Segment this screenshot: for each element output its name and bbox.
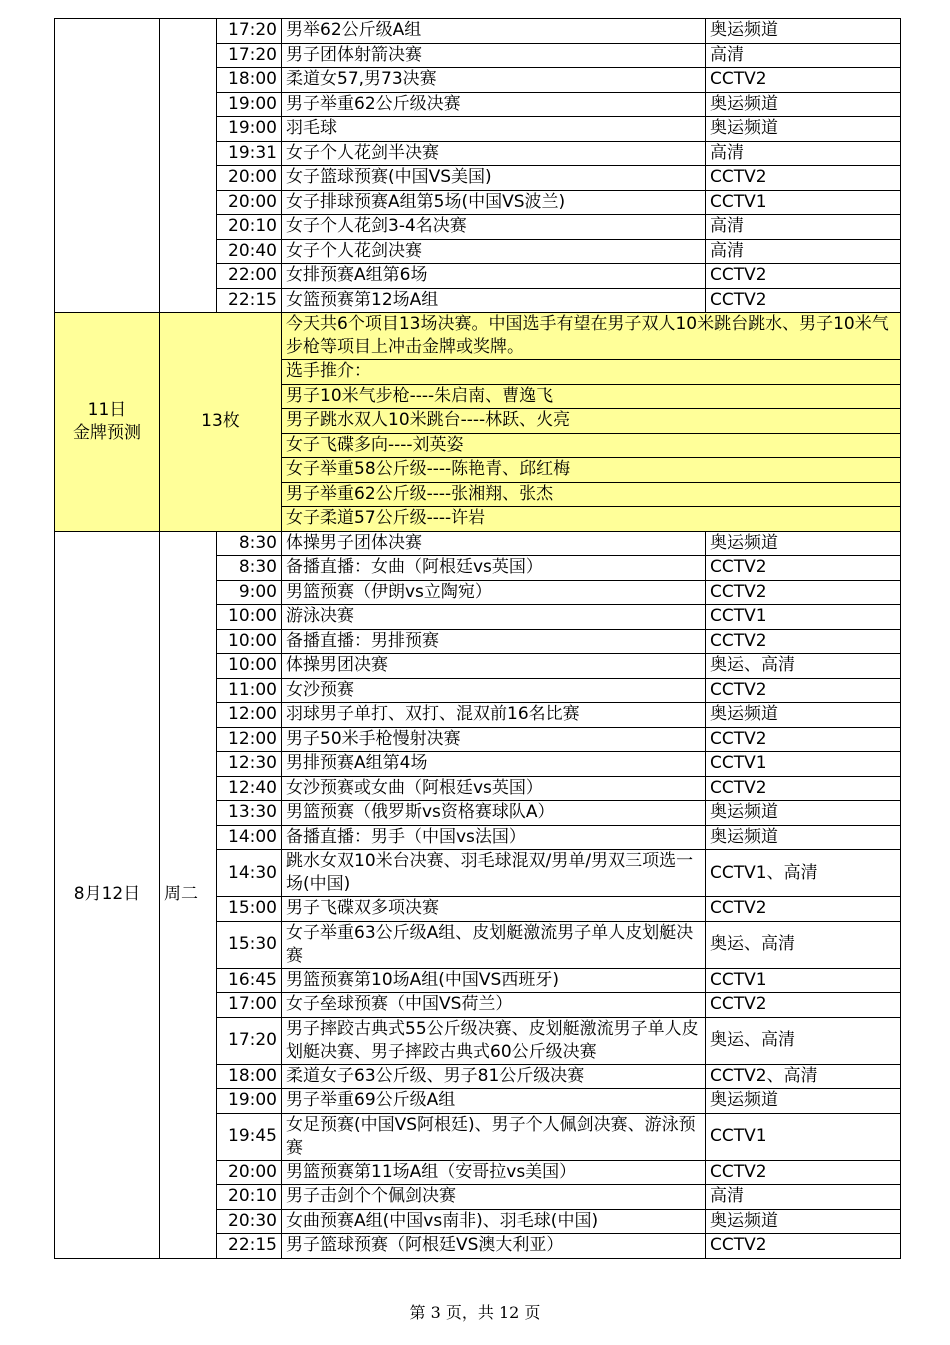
channel-cell: 奥运频道 bbox=[706, 117, 901, 142]
event-cell: 男举62公斤级A组 bbox=[282, 19, 706, 44]
weekday-cell-empty bbox=[160, 19, 217, 313]
event-cell: 男子飞碟双多项决赛 bbox=[282, 897, 706, 922]
time-cell: 17:00 bbox=[217, 993, 282, 1018]
channel-cell: 奥运频道 bbox=[706, 92, 901, 117]
event-cell: 女沙预赛 bbox=[282, 678, 706, 703]
time-cell: 11:00 bbox=[217, 678, 282, 703]
time-cell: 17:20 bbox=[217, 1017, 282, 1064]
forecast-athlete: 女子举重58公斤级----陈艳青、邱红梅 bbox=[282, 458, 901, 483]
event-cell: 跳水女双10米台决赛、羽毛球混双/男单/男双三项选一场(中国) bbox=[282, 850, 706, 897]
channel-cell: CCTV2 bbox=[706, 629, 901, 654]
channel-cell: 奥运频道 bbox=[706, 1089, 901, 1114]
time-cell: 22:15 bbox=[217, 288, 282, 313]
time-cell: 20:00 bbox=[217, 190, 282, 215]
time-cell: 8:30 bbox=[217, 531, 282, 556]
event-cell: 男排预赛A组第4场 bbox=[282, 752, 706, 777]
event-cell: 男子篮球预赛（阿根廷VS澳大利亚） bbox=[282, 1234, 706, 1259]
channel-cell: 奥运频道 bbox=[706, 1209, 901, 1234]
forecast-athlete: 女子柔道57公斤级----许岩 bbox=[282, 507, 901, 532]
event-cell: 体操男子团体决赛 bbox=[282, 531, 706, 556]
channel-cell: 高清 bbox=[706, 215, 901, 240]
event-cell: 女沙预赛或女曲（阿根廷vs英国） bbox=[282, 776, 706, 801]
time-cell: 9:00 bbox=[217, 580, 282, 605]
forecast-athlete: 女子飞碟多向----刘英姿 bbox=[282, 433, 901, 458]
time-cell: 22:15 bbox=[217, 1234, 282, 1259]
channel-cell: 奥运、高清 bbox=[706, 1017, 901, 1064]
event-cell: 女子垒球预赛（中国VS荷兰） bbox=[282, 993, 706, 1018]
channel-cell: 高清 bbox=[706, 43, 901, 68]
event-cell: 男篮预赛（伊朗vs立陶宛） bbox=[282, 580, 706, 605]
event-cell: 羽毛球 bbox=[282, 117, 706, 142]
channel-cell: CCTV2、高清 bbox=[706, 1064, 901, 1089]
forecast-day-cell bbox=[55, 313, 160, 532]
event-cell: 女排预赛A组第6场 bbox=[282, 264, 706, 289]
channel-cell: CCTV2 bbox=[706, 264, 901, 289]
channel-cell: CCTV1、高清 bbox=[706, 850, 901, 897]
time-cell: 19:00 bbox=[217, 92, 282, 117]
event-cell: 女子个人花剑3-4名决赛 bbox=[282, 215, 706, 240]
event-cell: 女子个人花剑半决赛 bbox=[282, 141, 706, 166]
date-cell-empty bbox=[55, 19, 160, 313]
event-cell: 男子团体射箭决赛 bbox=[282, 43, 706, 68]
event-cell: 男篮预赛第11场A组（安哥拉vs美国） bbox=[282, 1160, 706, 1185]
time-cell: 20:10 bbox=[217, 1185, 282, 1210]
time-cell: 10:00 bbox=[217, 605, 282, 630]
event-cell: 女子篮球预赛(中国VS美国) bbox=[282, 166, 706, 191]
forecast-athlete: 男子跳水双人10米跳台----林跃、火亮 bbox=[282, 409, 901, 434]
event-cell: 男子击剑个个佩剑决赛 bbox=[282, 1185, 706, 1210]
event-cell: 体操男团决赛 bbox=[282, 654, 706, 679]
time-cell: 14:30 bbox=[217, 850, 282, 897]
event-cell: 男子举重69公斤级A组 bbox=[282, 1089, 706, 1114]
page-footer: 第 3 页，共 12 页 bbox=[409, 1303, 541, 1322]
event-cell: 女子举重63公斤级A组、皮划艇激流男子单人皮划艇决赛 bbox=[282, 921, 706, 968]
time-cell: 20:40 bbox=[217, 239, 282, 264]
channel-cell: CCTV1 bbox=[706, 968, 901, 993]
channel-cell: CCTV1 bbox=[706, 752, 901, 777]
schedule-body bbox=[55, 19, 901, 1259]
event-cell: 男篮预赛（俄罗斯vs资格赛球队A） bbox=[282, 801, 706, 826]
forecast-intro-label: 选手推介： bbox=[282, 360, 901, 385]
time-cell: 12:00 bbox=[217, 727, 282, 752]
channel-cell: 奥运频道 bbox=[706, 19, 901, 44]
forecast-athlete: 男子举重62公斤级----张湘翔、张杰 bbox=[282, 482, 901, 507]
time-cell: 22:00 bbox=[217, 264, 282, 289]
event-cell: 女足预赛(中国VS阿根廷)、男子个人佩剑决赛、游泳预赛 bbox=[282, 1113, 706, 1160]
event-cell: 游泳决赛 bbox=[282, 605, 706, 630]
channel-cell: 高清 bbox=[706, 141, 901, 166]
date-cell: 8月12日 bbox=[55, 531, 160, 1258]
channel-cell: 奥运频道 bbox=[706, 801, 901, 826]
channel-cell: CCTV2 bbox=[706, 580, 901, 605]
time-cell: 18:00 bbox=[217, 68, 282, 93]
channel-cell: CCTV2 bbox=[706, 68, 901, 93]
channel-cell: CCTV2 bbox=[706, 776, 901, 801]
channel-cell: CCTV2 bbox=[706, 993, 901, 1018]
time-cell: 17:20 bbox=[217, 43, 282, 68]
event-cell: 男子摔跤古典式55公斤级决赛、皮划艇激流男子单人皮划艇决赛、男子摔跤古典式60公斤级决赛 bbox=[282, 1017, 706, 1064]
event-cell: 女子个人花剑决赛 bbox=[282, 239, 706, 264]
channel-cell: CCTV2 bbox=[706, 727, 901, 752]
forecast-day: 11日 bbox=[87, 399, 127, 420]
time-cell: 15:30 bbox=[217, 921, 282, 968]
channel-cell: CCTV2 bbox=[706, 166, 901, 191]
channel-cell: CCTV2 bbox=[706, 1160, 901, 1185]
event-cell: 女篮预赛第12场A组 bbox=[282, 288, 706, 313]
channel-cell: CCTV2 bbox=[706, 288, 901, 313]
time-cell: 16:45 bbox=[217, 968, 282, 993]
channel-cell: CCTV1 bbox=[706, 1113, 901, 1160]
event-cell: 男子50米手枪慢射决赛 bbox=[282, 727, 706, 752]
event-cell: 男篮预赛第10场A组(中国VS西班牙) bbox=[282, 968, 706, 993]
schedule-row bbox=[55, 19, 901, 44]
time-cell: 17:20 bbox=[217, 19, 282, 44]
time-cell: 10:00 bbox=[217, 654, 282, 679]
time-cell: 19:00 bbox=[217, 1089, 282, 1114]
time-cell: 20:00 bbox=[217, 166, 282, 191]
channel-cell: 奥运频道 bbox=[706, 531, 901, 556]
event-cell: 备播直播：男手（中国vs法国） bbox=[282, 825, 706, 850]
event-cell: 男子举重62公斤级决赛 bbox=[282, 92, 706, 117]
time-cell: 19:00 bbox=[217, 117, 282, 142]
event-cell: 备播直播：女曲（阿根廷vs英国） bbox=[282, 556, 706, 581]
time-cell: 10:00 bbox=[217, 629, 282, 654]
forecast-title: 金牌预测 bbox=[73, 422, 141, 443]
channel-cell: 奥运频道 bbox=[706, 825, 901, 850]
time-cell: 18:00 bbox=[217, 1064, 282, 1089]
channel-cell: CCTV2 bbox=[706, 556, 901, 581]
channel-cell: 高清 bbox=[706, 1185, 901, 1210]
event-cell: 女曲预赛A组(中国vs南非)、羽毛球(中国) bbox=[282, 1209, 706, 1234]
time-cell: 15:00 bbox=[217, 897, 282, 922]
time-cell: 14:00 bbox=[217, 825, 282, 850]
time-cell: 20:30 bbox=[217, 1209, 282, 1234]
schedule-row bbox=[55, 531, 901, 556]
forecast-summary: 今天共6个项目13场决赛。中国选手有望在男子双人10米跳台跳水、男子10米气步枪等项目上冲击金牌或奖牌。 bbox=[282, 313, 901, 360]
time-cell: 8:30 bbox=[217, 556, 282, 581]
time-cell: 19:31 bbox=[217, 141, 282, 166]
time-cell: 20:10 bbox=[217, 215, 282, 240]
time-cell: 13:30 bbox=[217, 801, 282, 826]
channel-cell: 奥运、高清 bbox=[706, 654, 901, 679]
olympic-schedule-table bbox=[54, 18, 901, 1259]
time-cell: 12:00 bbox=[217, 703, 282, 728]
time-cell: 12:40 bbox=[217, 776, 282, 801]
channel-cell: CCTV1 bbox=[706, 190, 901, 215]
channel-cell: 奥运、高清 bbox=[706, 921, 901, 968]
channel-cell: CCTV2 bbox=[706, 678, 901, 703]
event-cell: 备播直播：男排预赛 bbox=[282, 629, 706, 654]
event-cell: 柔道女57,男73决赛 bbox=[282, 68, 706, 93]
event-cell: 柔道女子63公斤级、男子81公斤级决赛 bbox=[282, 1064, 706, 1089]
channel-cell: 奥运频道 bbox=[706, 703, 901, 728]
forecast-athlete: 男子10米气步枪----朱启南、曹逸飞 bbox=[282, 384, 901, 409]
forecast-count: 13枚 bbox=[160, 313, 282, 532]
time-cell: 12:30 bbox=[217, 752, 282, 777]
channel-cell: CCTV2 bbox=[706, 1234, 901, 1259]
channel-cell: 高清 bbox=[706, 239, 901, 264]
time-cell: 19:45 bbox=[217, 1113, 282, 1160]
event-cell: 女子排球预赛A组第5场(中国VS波兰) bbox=[282, 190, 706, 215]
channel-cell: CCTV2 bbox=[706, 897, 901, 922]
event-cell: 羽球男子单打、双打、混双前16名比赛 bbox=[282, 703, 706, 728]
forecast-row bbox=[55, 313, 901, 360]
weekday-cell: 周二 bbox=[160, 531, 217, 1258]
time-cell: 20:00 bbox=[217, 1160, 282, 1185]
channel-cell: CCTV1 bbox=[706, 605, 901, 630]
